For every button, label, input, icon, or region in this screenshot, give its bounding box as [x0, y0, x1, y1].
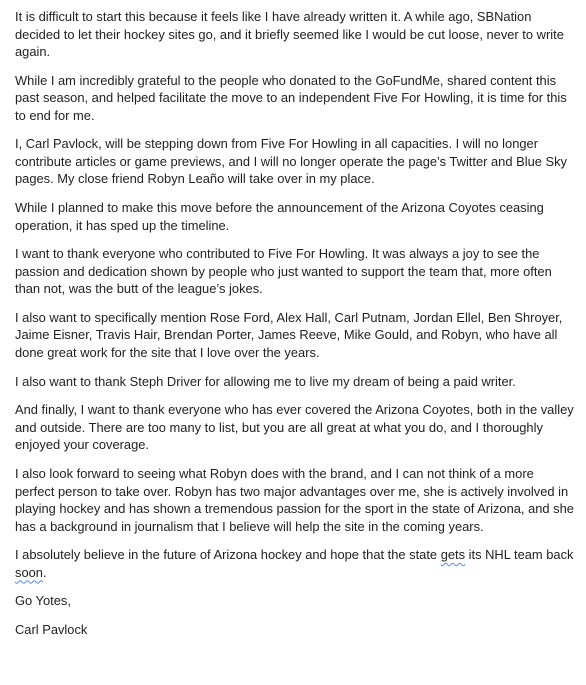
future-text-start: I absolutely believe in the future of Arizona hockey and hope that the state — [15, 547, 441, 563]
paragraph-robyn: I also look forward to seeing what Robyn does with the brand, and I can not think of a more perfect person to take over. Robyn has two major advantages over me, she is actively involved in playing hockey and has shown a tremendous passion for the sport in the state of Arizona, and she has a background in journalism that I believe will help the site in the coming years. — [15, 466, 574, 534]
spellcheck-word-gets[interactable]: gets — [440, 547, 466, 563]
paragraph-mentions: I also want to specifically mention Rose Ford, Alex Hall, Carl Putnam, Jordan Ellel, Ben Shroyer, Jaime Eisner, Travis Hair, Brendan Porter, James Reeve, Mike Gould, and Robyn, who have all done great work for the site that I love over the years. — [15, 309, 563, 360]
future-text-middle: its NHL team back — [465, 547, 574, 563]
letter-body — [15, 8, 575, 650]
paragraph-stepping-down: I, Carl Pavlock, will be stepping down from Five For Howling in all capacities. I will no longer contribute articles or game previews, and I will no longer operate the page’s Twitter and Blue Sky pages. My close friend Robyn Leaño will take over in my place. — [15, 136, 567, 187]
paragraph-thanks-media: And finally, I want to thank everyone who has ever covered the Arizona Coyotes, both in the valley and outside. There are too many to list, but you are all great at what you do, and I thoroughly enjoyed your coverage. — [15, 402, 574, 453]
spellcheck-word-soon[interactable]: soon — [15, 564, 43, 580]
future-text-end: . — [42, 564, 47, 580]
paragraph-intro: It is difficult to start this because it feels like I have already written it. A while ago, SBNation decided to let their hockey sites go, and it briefly seemed like I would be cut loose, never to write again. — [15, 9, 564, 59]
paragraph-thanks-steph: I also want to thank Steph Driver for allowing me to live my dream of being a paid writer. — [15, 373, 516, 389]
paragraph-thanks-contributors: I want to thank everyone who contributed to Five For Howling. It was always a joy to see the passion and dedication shown by people who just wanted to support the team that, more often than not, was the butt of the league’s jokes. — [15, 246, 552, 297]
signature: Carl Pavlock — [15, 622, 88, 638]
closing-line: Go Yotes, — [15, 593, 71, 609]
paragraph-gratitude: While I am incredibly grateful to the people who donated to the GoFundMe, shared content this past season, and helped facilitate the move to an independent Five For Howling, it is time for this to end for me. — [15, 72, 567, 123]
paragraph-future — [15, 546, 575, 581]
paragraph-timeline: While I planned to make this move before the announcement of the Arizona Coyotes ceasing operation, it has sped up the timeline. — [15, 200, 544, 233]
